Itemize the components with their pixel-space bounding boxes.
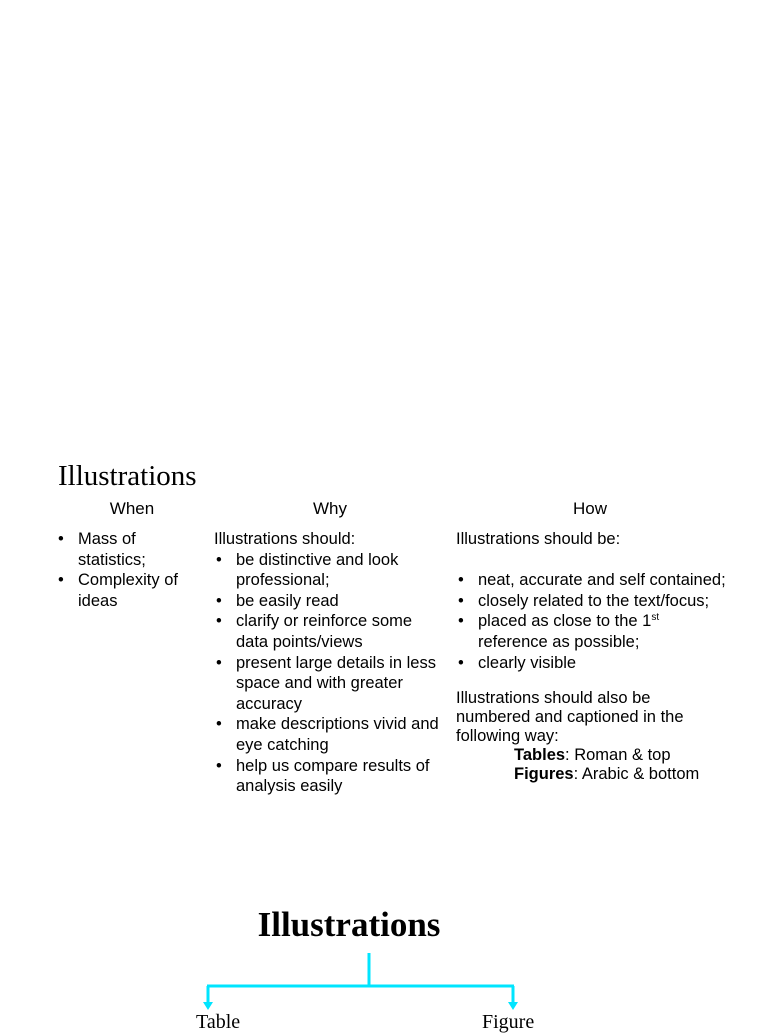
list-item: • help us compare results of analysis easily [214, 756, 444, 797]
figures-text: : Arabic & bottom [573, 765, 700, 784]
numbering-note: Illustrations should also be numbered and captioned in the following way: [456, 689, 684, 746]
list-item: • closely related to the text/focus; [456, 591, 726, 612]
list-item-text: placed as close to the 1 [478, 612, 652, 631]
diagram-title: Illustrations [257, 905, 441, 944]
column-heading-when: When [109, 499, 155, 518]
list-item: • be distinctive and look professional; [214, 550, 444, 591]
how-intro: Illustrations should be: [456, 530, 621, 548]
list-item: • clarify or reinforce some data points/views [214, 611, 444, 652]
list-item: • Complexity of ideas [56, 570, 206, 611]
page-title: Illustrations [58, 460, 197, 492]
tables-label: Tables [514, 746, 566, 765]
list-item: • Mass of statistics; [56, 529, 206, 570]
column-heading-how: How [572, 499, 607, 518]
figures-label: Figures [514, 765, 574, 784]
list-item: • present large details in less space and with greater accuracy [214, 653, 444, 715]
list-item-text: reference as possible; [478, 632, 640, 651]
list-item: • clearly visible [456, 653, 726, 674]
ordinal-suffix: st [651, 612, 660, 624]
why-intro: Illustrations should: [214, 530, 356, 548]
list-item: • be easily read [214, 591, 444, 612]
column-heading-why: Why [313, 499, 347, 518]
arrowhead-left [203, 1002, 213, 1010]
arrowhead-right [508, 1002, 518, 1010]
list-item: • make descriptions vivid and eye catching [214, 714, 444, 755]
tables-text: : Roman & top [565, 746, 671, 765]
list-item: • neat, accurate and self contained; [456, 570, 726, 591]
node-table: Table [196, 1011, 241, 1033]
node-figure: Figure [482, 1011, 535, 1033]
